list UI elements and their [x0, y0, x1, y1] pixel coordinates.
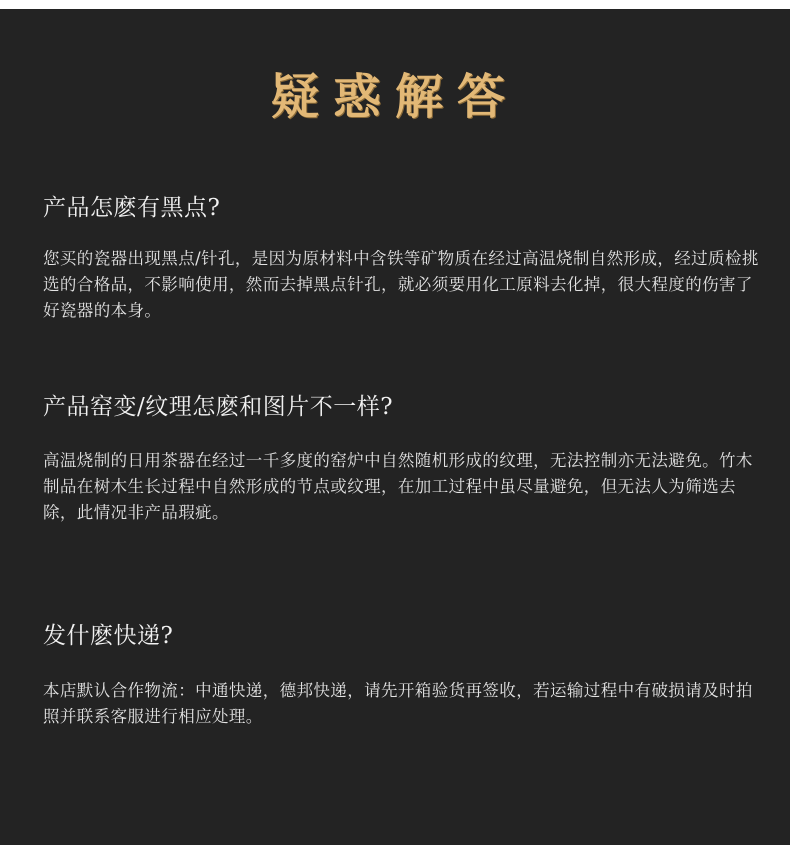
faq-answer-1: 您买的瓷器出现黑点/针孔，是因为原材料中含铁等矿物质在经过高温烧制自然形成，经过质检挑选的合格品，不影响使用，然而去掉黑点针孔，就必须要用化工原料去化掉，很大程度的伤害了好瓷器的本身。 [43, 249, 759, 320]
faq-question-3: 发什麽快递? [43, 623, 174, 649]
page-title: 疑惑解答 [270, 69, 519, 125]
faq-answer-3: 本店默认合作物流：中通快递，德邦快递，请先开箱验货再签收，若运输过程中有破损请及时拍照并联系客服进行相应处理。 [43, 681, 753, 726]
faq-question-1: 产品怎麽有黑点? [43, 195, 221, 221]
faq-panel [0, 9, 790, 845]
faq-question-2: 产品窑变/纹理怎麽和图片不一样? [43, 394, 394, 420]
faq-answer-2: 高温烧制的日用茶器在经过一千多度的窑炉中自然随机形成的纹理，无法控制亦无法避免。竹木制品在树木生长过程中自然形成的节点或纹理，在加工过程中虽尽量避免，但无法人为筛选去除，此情况非产品瑕疵。 [43, 451, 753, 522]
